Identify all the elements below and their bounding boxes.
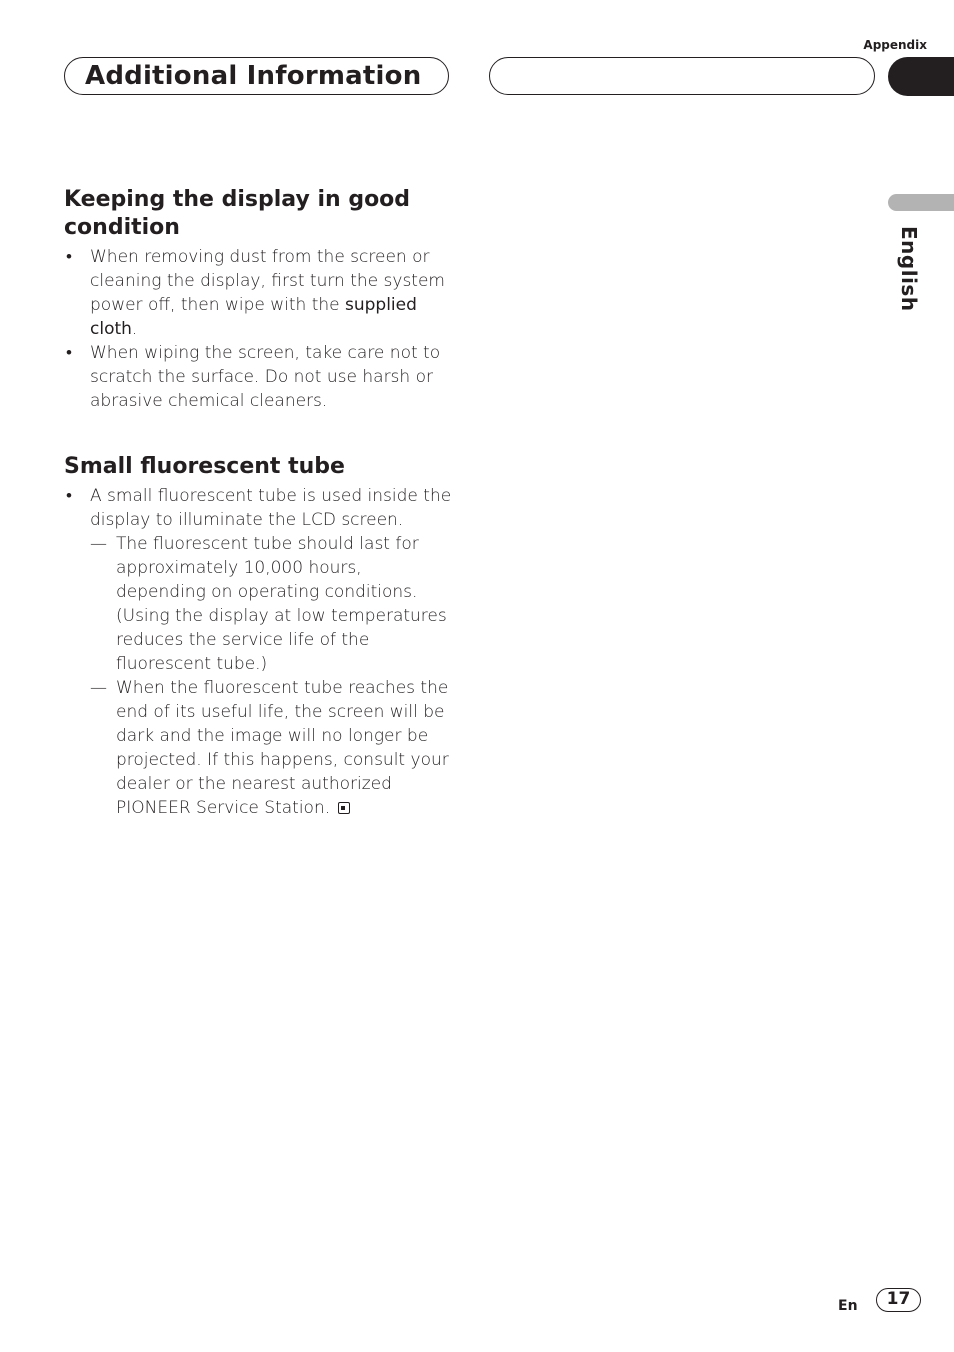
bullet-icon: • [66, 343, 72, 363]
end-mark-icon [338, 802, 350, 814]
bold-term: supplied cloth [90, 295, 417, 339]
bullet-text: A small fluorescent tube is used inside the display to illuminate the LCD screen. [90, 486, 452, 530]
page-number: 17 [876, 1288, 921, 1312]
sub-item-text: The fluorescent tube should last for approximately 10,000 hours, depending on operating conditions. (Using the display at low temperatures reduces the service life of the fluorescent tube.) [116, 534, 447, 674]
main-content [64, 186, 452, 820]
bullet-text: When removing dust from the screen or cleaning the display, first turn the system power off, then wipe with the [90, 247, 445, 315]
list-item [64, 484, 452, 820]
sub-list-item [90, 532, 452, 676]
language-tab-marker [888, 194, 954, 211]
section-title: Additional Information [85, 61, 422, 91]
sub-list-item [90, 676, 452, 820]
section-heading-display-care: Keeping the display in good condition [64, 187, 411, 240]
appendix-label: Appendix [863, 38, 927, 52]
sub-list [90, 532, 452, 820]
bullet-icon: • [66, 486, 72, 506]
bullet-text: When wiping the screen, take care not to scratch the surface. Do not use harsh or abrasive chemical cleaners. [90, 343, 441, 411]
language-tab-label: English [897, 226, 921, 312]
section-heading-fluorescent-tube: Small fluorescent tube [64, 454, 345, 479]
dash-icon: — [90, 678, 107, 698]
section-title-pill [64, 57, 449, 95]
dash-icon: — [90, 534, 107, 554]
list-item [64, 341, 452, 413]
footer-language-code: En [838, 1298, 858, 1314]
empty-header-pill [489, 57, 875, 95]
display-care-list [64, 245, 452, 413]
sub-item-text: When the fluorescent tube reaches the end of its useful life, the screen will be dark and the image will no longer be projected. If this happens, consult your dealer or the nearest authorized PIONEER Service Station. [116, 678, 449, 818]
list-item [64, 245, 452, 341]
bullet-text-end: . [131, 319, 138, 339]
appendix-tab-marker [888, 57, 954, 96]
bullet-icon: • [66, 247, 72, 267]
fluorescent-tube-list [64, 484, 452, 820]
